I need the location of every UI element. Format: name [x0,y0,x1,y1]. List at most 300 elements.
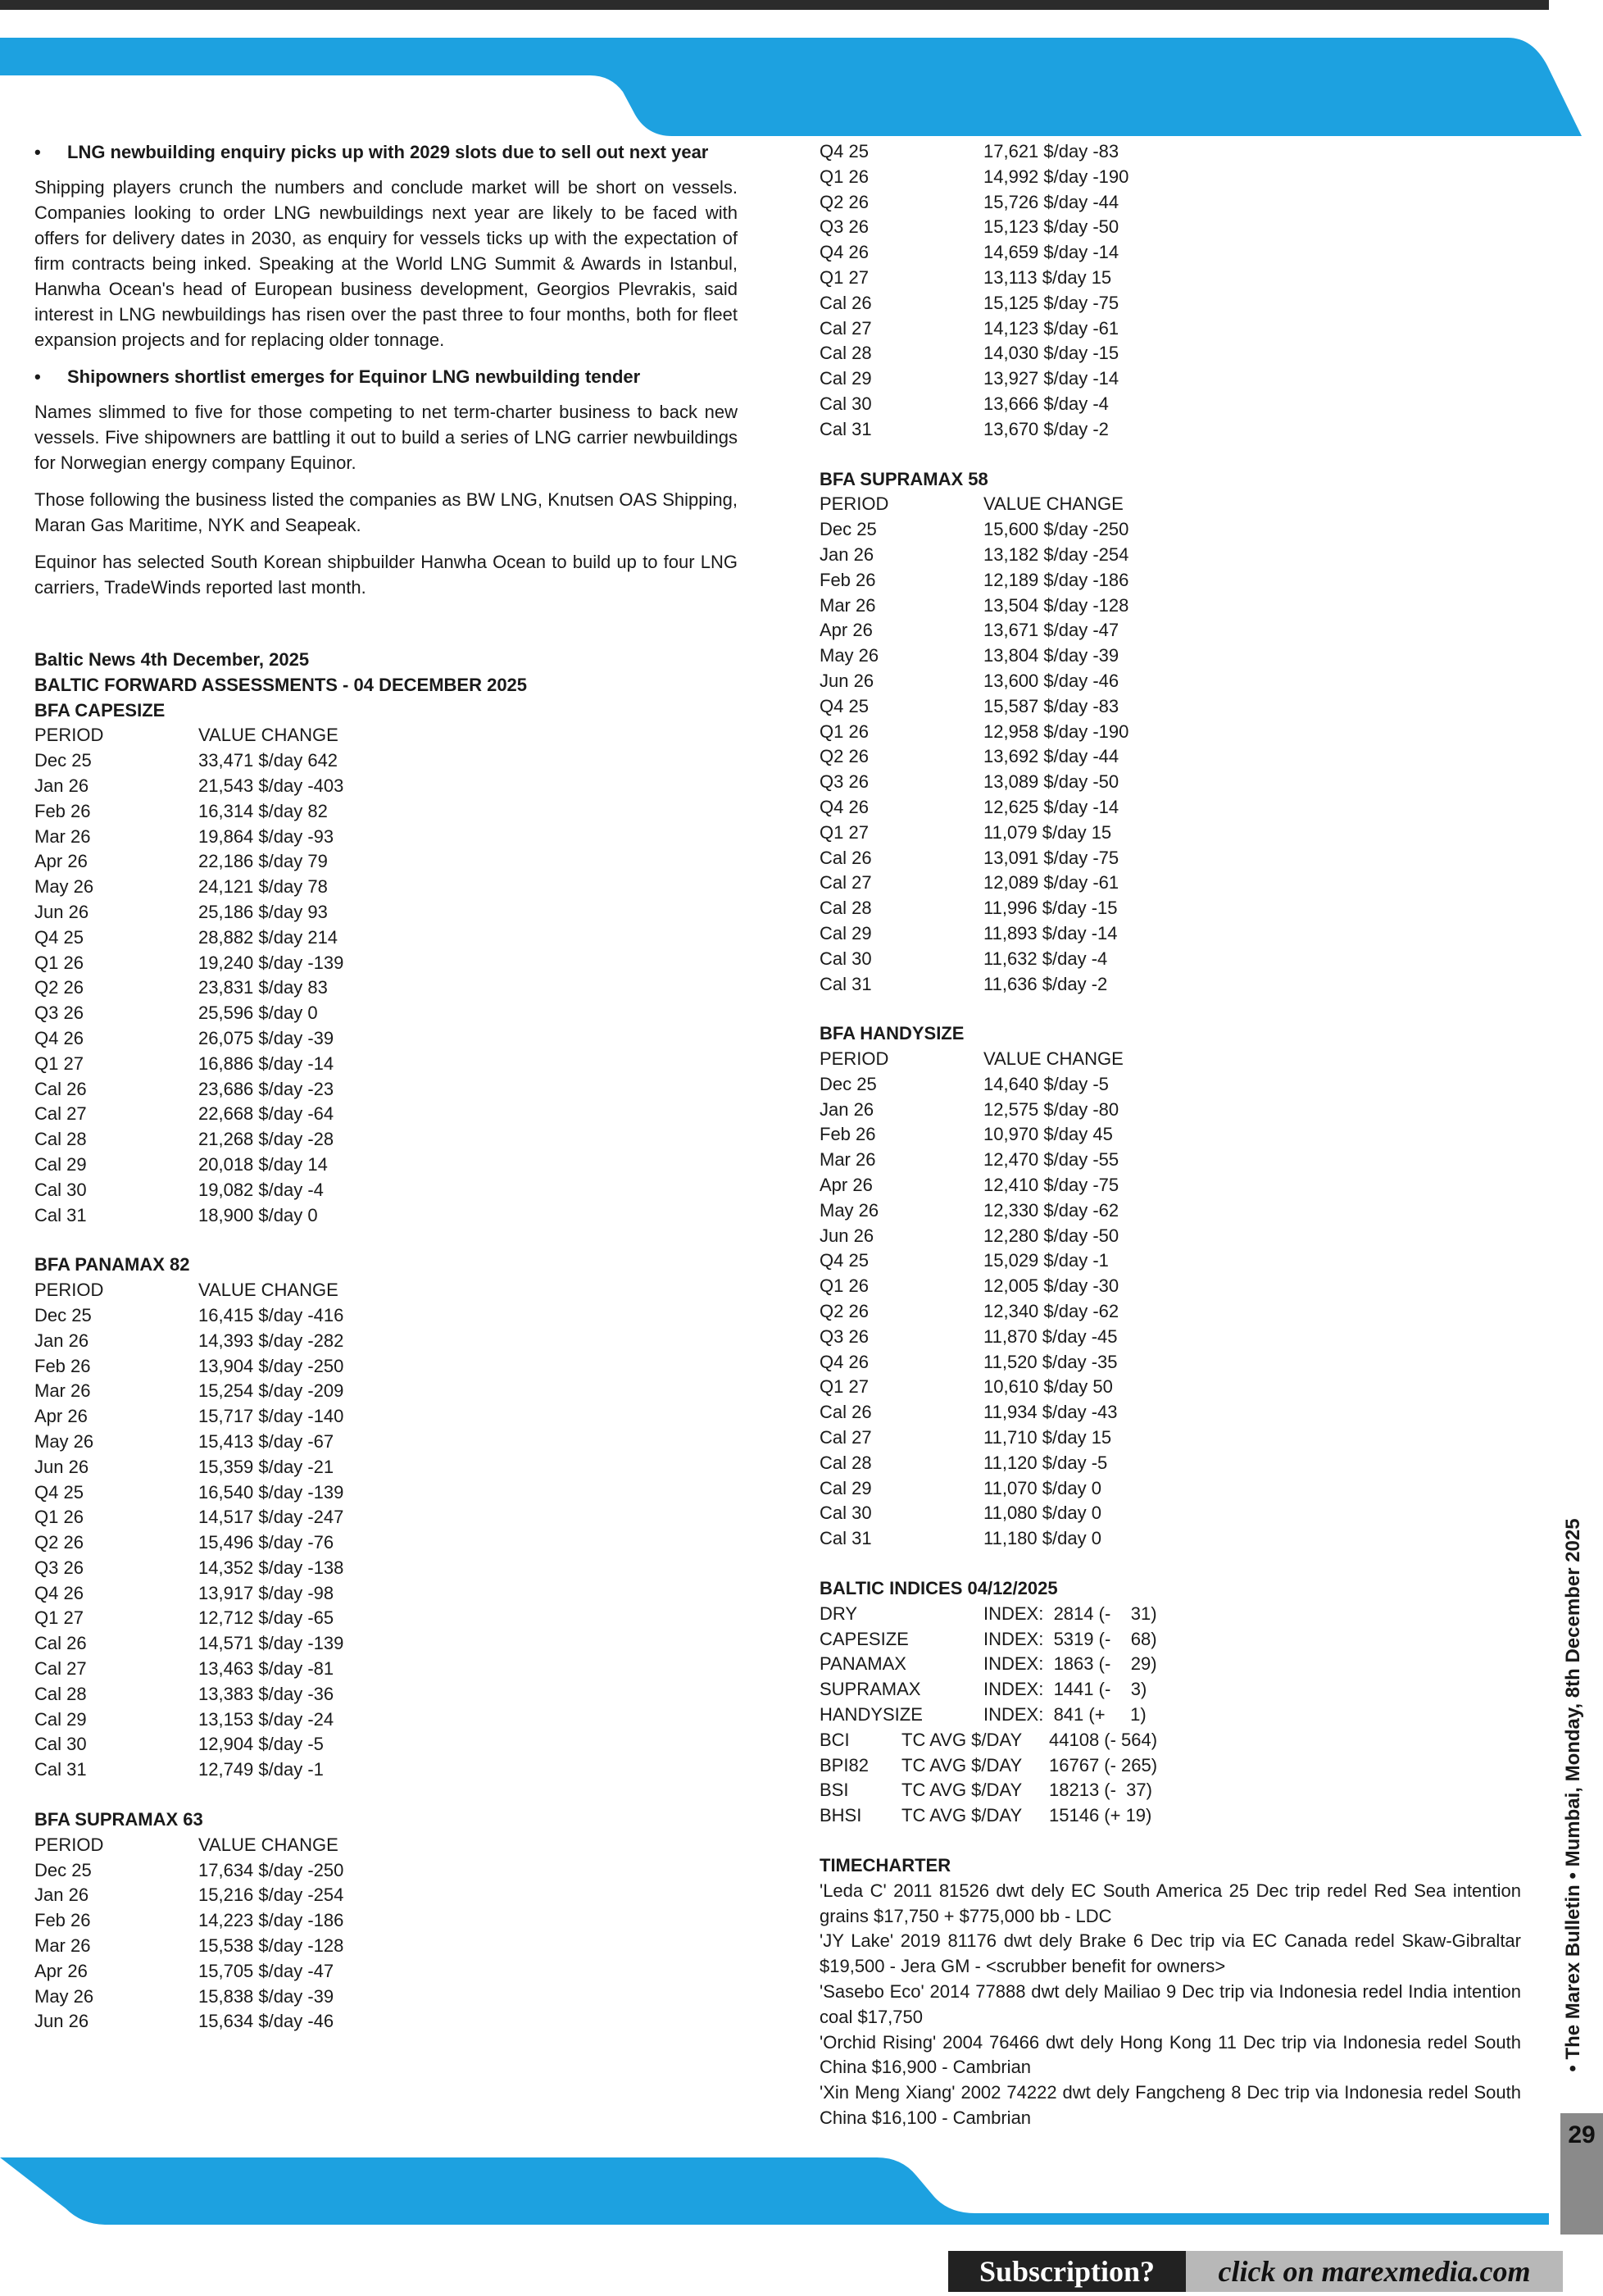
period-cell: Cal 30 [34,1179,87,1200]
table-row [34,1404,738,1430]
value-cell: 12,958 $/day -190 [983,721,1129,742]
value-cell: 12,749 $/day -1 [198,1759,324,1780]
period-cell: Cal 29 [820,922,872,943]
table-row [820,972,1521,998]
index-value: INDEX: 5319 (- 68) [983,1628,1157,1649]
value-cell: 16,886 $/day -14 [198,1053,334,1074]
period-cell: Cal 29 [34,1708,87,1730]
value-cell: 12,410 $/day -75 [983,1175,1119,1196]
value-cell: 21,543 $/day -403 [198,775,344,796]
table-row [34,1606,738,1631]
value-cell: 26,075 $/day -39 [198,1027,334,1048]
period-cell: Q4 25 [34,1481,84,1503]
value-cell: 15,600 $/day -250 [983,519,1129,540]
bfa-heading: BALTIC FORWARD ASSESSMENTS - 04 DECEMBER 2025 [34,674,528,695]
period-cell: Q1 27 [820,821,869,843]
value-cell: 13,904 $/day -250 [198,1355,344,1376]
table-row [820,1501,1521,1526]
table-row [820,1375,1521,1400]
value-cell: 15,496 $/day -76 [198,1532,334,1553]
period-header: PERIOD [34,1280,104,1301]
period-cell: Q2 26 [34,1532,84,1553]
period-cell: Q1 26 [34,1507,84,1528]
value-cell: 18,900 $/day 0 [198,1204,318,1225]
period-cell: Cal 26 [820,847,872,868]
table-row [34,1908,738,1934]
table-row [820,543,1521,568]
timecharter-entry: 'JY Lake' 2019 81176 dwt dely Brake 6 Dec trip via EC Canada redel Skaw-Gibraltar $19,500 - Jera GM - <scrubber benefit for owners> [820,1930,1521,1977]
value-cell: 16,415 $/day -416 [198,1304,344,1325]
table-row [820,896,1521,921]
table-header [820,1047,1521,1072]
bfa-supramax58-table [820,467,1521,998]
index-name: DRY [820,1603,858,1624]
period-cell: Cal 26 [34,1633,87,1654]
period-cell: Q2 26 [820,1301,869,1322]
table-row [34,1001,738,1026]
value-cell: 12,330 $/day -62 [983,1199,1119,1221]
value-cell: 13,692 $/day -44 [983,746,1119,767]
period-cell: Cal 28 [34,1129,87,1150]
value-cell: 13,504 $/day -128 [983,594,1129,616]
table-title: BFA PANAMAX 82 [34,1254,190,1275]
index-value: INDEX: 1441 (- 3) [983,1679,1147,1700]
headline-lng-enquiry: • LNG newbuilding enquiry picks up with 2029 slots due to sell out next year [34,142,709,162]
value-cell: 15,216 $/day -254 [198,1885,344,1906]
value-change-header: VALUE CHANGE [198,1834,338,1855]
table-row [34,849,738,875]
period-cell: Q1 27 [34,1607,84,1629]
table-row [34,1657,738,1682]
table-row [34,900,738,925]
table-row [820,1274,1521,1299]
table-row [34,1858,738,1884]
period-cell: Jun 26 [34,2011,89,2032]
period-cell: Jun 26 [820,670,874,691]
bfa-handysize-table [820,1021,1521,1552]
article-paragraph: Those following the business listed the companies as BW LNG, Knutsen OAS Shipping, Maran Gas Maritime, NYK and Seapeak. [34,489,738,535]
table-header [34,1833,738,1858]
period-cell: Jan 26 [34,1330,89,1351]
period-cell: Q2 26 [820,746,869,767]
period-cell: Q1 26 [820,721,869,742]
tc-avg-value: 18213 (- 37) [1049,1780,1152,1801]
period-cell: May 26 [820,645,879,666]
period-cell: Q1 26 [34,952,84,973]
table-row [820,1400,1521,1425]
timecharter-entry: 'Leda C' 2011 81526 dwt dely EC South America 25 Dec trip redel Red Sea intention grains $17,750 + $775,000 bb - LDC [820,1880,1521,1926]
table-row [34,1985,738,2010]
period-cell: Q4 26 [34,1582,84,1603]
value-cell: 16,540 $/day -139 [198,1481,344,1503]
table-row [34,1505,738,1530]
table-row [820,593,1521,619]
index-row [820,1602,1521,1627]
tc-average-row [820,1728,1521,1753]
value-cell: 11,870 $/day -45 [983,1325,1118,1347]
period-cell: Apr 26 [820,620,873,641]
value-cell: 15,538 $/day -128 [198,1935,344,1957]
value-cell: 15,029 $/day -1 [983,1250,1109,1271]
value-cell: 21,268 $/day -28 [198,1129,334,1150]
value-cell: 20,018 $/day 14 [198,1153,328,1175]
tc-avg-label: TC AVG $/DAY [901,1729,1023,1750]
table-title: BFA CAPESIZE [34,699,166,721]
period-cell: Q4 26 [820,242,869,263]
value-cell: 25,186 $/day 93 [198,901,328,922]
period-cell: Feb 26 [34,800,91,821]
table-row [820,846,1521,871]
value-cell: 12,005 $/day -30 [983,1275,1119,1297]
table-row [34,799,738,825]
table-row [820,744,1521,770]
table-row [820,669,1521,694]
table-row [820,1451,1521,1476]
period-cell: Cal 28 [820,343,872,364]
value-cell: 13,670 $/day -2 [983,418,1109,439]
table-row [34,2009,738,2035]
table-row [34,1732,738,1757]
value-cell: 13,600 $/day -46 [983,670,1119,691]
value-cell: 11,180 $/day 0 [983,1528,1101,1549]
period-cell: Feb 26 [820,1124,876,1145]
period-cell: Q1 26 [820,1275,869,1297]
table-row [34,1682,738,1707]
value-cell: 25,596 $/day 0 [198,1003,318,1024]
table-row [34,1631,738,1657]
period-cell: Jun 26 [34,1456,89,1477]
value-cell: 11,120 $/day -5 [983,1452,1108,1473]
bfa-supramax63-table-continued [820,139,1521,443]
period-cell: Cal 29 [34,1153,87,1175]
period-cell: Q1 26 [820,166,869,187]
period-cell: Apr 26 [34,1960,88,1981]
period-cell: Q1 27 [820,266,869,288]
value-cell: 11,934 $/day -43 [983,1402,1118,1423]
value-cell: 17,634 $/day -250 [198,1859,344,1880]
period-cell: Q4 25 [820,1250,869,1271]
index-value: INDEX: 841 (+ 1) [983,1704,1147,1725]
table-row [820,720,1521,745]
value-cell: 14,123 $/day -61 [983,317,1119,339]
table-row [820,1299,1521,1325]
period-cell: Apr 26 [34,1406,88,1427]
value-cell: 15,413 $/day -67 [198,1430,334,1452]
period-cell: Cal 31 [820,1528,872,1549]
period-cell: Dec 25 [34,1859,92,1880]
period-cell: Cal 29 [820,1477,872,1498]
period-cell: Dec 25 [820,1073,877,1094]
table-title: BFA SUPRAMAX 63 [34,1809,203,1830]
period-header: PERIOD [34,1834,104,1855]
value-change-header: VALUE CHANGE [198,1280,338,1301]
value-cell: 13,153 $/day -24 [198,1708,334,1730]
period-cell: Apr 26 [820,1175,873,1196]
index-row [820,1652,1521,1677]
table-row [820,392,1521,417]
period-cell: Dec 25 [34,1304,92,1325]
value-cell: 14,640 $/day -5 [983,1073,1109,1094]
table-row [820,190,1521,216]
period-cell: Cal 27 [820,1427,872,1448]
table-row [820,1173,1521,1198]
table-row [34,1934,738,1959]
timecharter-entry: 'Xin Meng Xiang' 2002 74222 dwt dely Fangcheng 8 Dec trip via Indonesia redel South China $16,100 - Cambrian [820,2082,1521,2128]
index-row [820,1627,1521,1653]
period-cell: Feb 26 [34,1910,91,1931]
table-row [34,1883,738,1908]
subscription-label: Subscription? [948,2251,1186,2292]
period-cell: Cal 31 [820,973,872,994]
table-row [34,1757,738,1783]
table-row [820,618,1521,643]
table-row [820,1476,1521,1502]
period-cell: May 26 [34,1985,94,2007]
table-row [34,1026,738,1052]
value-cell: 14,992 $/day -190 [983,166,1129,187]
value-cell: 15,705 $/day -47 [198,1960,334,1981]
value-cell: 15,254 $/day -209 [198,1380,344,1402]
table-row [820,139,1521,165]
article-paragraph: Names slimmed to five for those competing to net term-charter business to back new vessels. Five shipowners are battling it out to build a series of LNG carrier newbuildings for Norwegian energy company Equinor. [34,402,738,473]
value-cell: 14,223 $/day -186 [198,1910,344,1931]
period-cell: Q3 26 [34,1557,84,1578]
index-row [820,1677,1521,1703]
timecharter-list [820,1879,1521,2131]
headline-equinor-tender: • Shipowners shortlist emerges for Equinor LNG newbuilding tender [34,366,641,387]
value-cell: 33,471 $/day 642 [198,750,338,771]
tc-index-name: BSI [820,1780,849,1801]
period-cell: Cal 30 [34,1734,87,1755]
value-cell: 11,632 $/day -4 [983,948,1108,969]
value-cell: 14,517 $/day -247 [198,1507,344,1528]
value-cell: 12,625 $/day -14 [983,796,1119,817]
value-cell: 14,030 $/day -15 [983,343,1119,364]
period-cell: Jan 26 [820,543,874,565]
value-cell: 16,314 $/day 82 [198,800,328,821]
marexmedia-link[interactable]: click on marexmedia.com [1186,2251,1563,2292]
period-cell: Q3 26 [820,1325,869,1347]
tc-avg-label: TC AVG $/DAY [901,1754,1023,1775]
table-row [34,1077,738,1103]
value-cell: 11,079 $/day 15 [983,821,1112,843]
period-cell: Cal 27 [820,317,872,339]
table-row [820,643,1521,669]
period-header: PERIOD [34,725,104,746]
index-name: SUPRAMAX [820,1679,921,1700]
value-cell: 12,089 $/day -61 [983,872,1119,893]
table-row [820,1350,1521,1375]
value-change-header: VALUE CHANGE [983,1048,1124,1070]
table-row [34,1707,738,1733]
period-cell: Q1 27 [820,1376,869,1398]
timecharter-entry: 'Sasebo Eco' 2014 77888 dwt dely Mailiao 9 Dec trip via Indonesia redel India intention coal $17,750 [820,1980,1521,2027]
tc-index-name: BHSI [820,1805,862,1826]
table-row [34,1455,738,1480]
table-row [820,1526,1521,1552]
right-column [820,139,1521,2131]
value-cell: 12,470 $/day -55 [983,1149,1119,1171]
value-cell: 12,904 $/day -5 [198,1734,324,1755]
period-cell: Dec 25 [34,750,92,771]
period-cell: Cal 28 [34,1683,87,1704]
table-row [820,1198,1521,1224]
table-row [820,316,1521,342]
period-cell: Q3 26 [820,216,869,238]
value-cell: 15,634 $/day -46 [198,2011,334,2032]
table-row [34,1354,738,1380]
period-cell: Q4 26 [820,796,869,817]
table-row [820,266,1521,291]
table-row [34,1178,738,1203]
table-row [820,921,1521,947]
period-cell: Q4 25 [34,926,84,948]
table-row [34,825,738,850]
table-row [820,694,1521,720]
baltic-indices-table [820,1576,1521,1829]
value-cell: 28,882 $/day 214 [198,926,338,948]
table-row [820,240,1521,266]
period-cell: Cal 26 [820,292,872,313]
table-row [34,1303,738,1329]
table-title: BFA SUPRAMAX 58 [820,468,988,489]
period-cell: Cal 28 [820,1452,872,1473]
bfa-supramax63-table [34,1807,738,2035]
period-cell: Q3 26 [820,771,869,793]
period-cell: Cal 30 [820,1503,872,1524]
bfa-panamax-table [34,1253,738,1783]
value-cell: 14,659 $/day -14 [983,242,1119,263]
period-cell: Jan 26 [820,1098,874,1120]
period-cell: Cal 30 [820,948,872,969]
left-column [34,139,738,2035]
tc-average-row [820,1753,1521,1779]
tc-index-name: BPI82 [820,1754,869,1775]
article-paragraph: Equinor has selected South Korean shipbuilder Hanwha Ocean to build up to four LNG carriers, TradeWinds reported last month. [34,552,738,598]
period-cell: Cal 30 [820,393,872,414]
period-cell: Mar 26 [820,1149,876,1171]
tc-index-name: BCI [820,1729,850,1750]
value-cell: 14,352 $/day -138 [198,1557,344,1578]
period-cell: Apr 26 [34,851,88,872]
table-row [820,1325,1521,1350]
table-row [34,748,738,774]
period-cell: Cal 31 [34,1759,87,1780]
table-row [820,215,1521,240]
period-cell: Q1 27 [34,1053,84,1074]
value-cell: 13,463 $/day -81 [198,1658,334,1680]
period-cell: Q4 25 [820,695,869,716]
value-cell: 13,089 $/day -50 [983,771,1119,793]
table-row [34,1102,738,1127]
tc-avg-value: 15146 (+ 19) [1049,1805,1152,1826]
period-cell: Mar 26 [820,594,876,616]
value-cell: 15,123 $/day -50 [983,216,1119,238]
value-cell: 15,125 $/day -75 [983,292,1119,313]
table-row [34,975,738,1001]
table-row [34,1581,738,1607]
table-row [820,1072,1521,1098]
value-cell: 13,666 $/day -4 [983,393,1109,414]
table-row [820,366,1521,392]
period-cell: Cal 27 [34,1658,87,1680]
period-header: PERIOD [820,1048,889,1070]
value-cell: 22,186 $/day 79 [198,851,328,872]
table-row [34,1203,738,1229]
table-row [820,770,1521,795]
index-value: INDEX: 1863 (- 29) [983,1653,1157,1675]
period-cell: Cal 28 [820,898,872,919]
baltic-news-heading: Baltic News 4th December, 2025 [34,649,310,670]
period-cell: Q2 26 [820,191,869,212]
period-cell: Q2 26 [34,977,84,998]
value-cell: 10,970 $/day 45 [983,1124,1113,1145]
value-cell: 23,831 $/day 83 [198,977,328,998]
value-cell: 12,340 $/day -62 [983,1301,1119,1322]
indices-title: BALTIC INDICES 04/12/2025 [820,1578,1058,1599]
timecharter-heading: TIMECHARTER [820,1855,951,1875]
index-name: HANDYSIZE [820,1704,923,1725]
value-cell: 11,080 $/day 0 [983,1503,1101,1524]
table-row [820,291,1521,316]
value-cell: 22,668 $/day -64 [198,1103,334,1125]
table-row [820,1148,1521,1173]
table-row [820,1248,1521,1274]
table-row [34,1379,738,1404]
table-row [34,1127,738,1153]
period-cell: Cal 31 [34,1204,87,1225]
value-cell: 11,070 $/day 0 [983,1477,1101,1498]
page-number: 29 [1568,2121,1596,2148]
period-cell: Cal 29 [820,368,872,389]
table-row [820,871,1521,896]
period-cell: Jan 26 [34,775,89,796]
period-cell: Feb 26 [820,569,876,590]
value-cell: 13,917 $/day -98 [198,1582,334,1603]
table-row [820,1122,1521,1148]
table-row [34,875,738,900]
value-cell: 13,927 $/day -14 [983,368,1119,389]
tc-avg-value: 44108 (- 564) [1049,1729,1158,1750]
top-dark-bar [0,0,1549,10]
value-cell: 23,686 $/day -23 [198,1078,334,1099]
value-cell: 12,189 $/day -186 [983,569,1129,590]
tc-avg-label: TC AVG $/DAY [901,1780,1023,1801]
period-cell: May 26 [820,1199,879,1221]
value-cell: 10,610 $/day 50 [983,1376,1113,1398]
table-row [34,774,738,799]
table-row [34,1530,738,1556]
article-paragraph: Shipping players crunch the numbers and conclude market will be short on vessels. Companies looking to order LNG newbuildings next year are likely to be faced with offers for delivery dates in 2030, as enquiry for vessels ticks up with the expectation of firm contracts being inked. Speaking at the World LNG Summit & Awards in Istanbul, Hanwha Ocean's head of European business development, Georgios Plevrakis, said interest in LNG newbuildings has risen over the past three to four months, both for fleet expansion projects and for replacing older tonnage. [34,177,738,350]
table-row [820,795,1521,821]
period-cell: Q4 25 [820,141,869,161]
period-header: PERIOD [820,493,889,515]
tc-avg-label: TC AVG $/DAY [901,1805,1023,1826]
value-cell: 12,280 $/day -50 [983,1225,1119,1246]
period-cell: Q4 26 [820,1351,869,1372]
period-cell: Jan 26 [34,1885,89,1906]
table-row [820,341,1521,366]
table-row [820,821,1521,846]
period-cell: Cal 27 [820,872,872,893]
period-cell: May 26 [34,1430,94,1452]
value-cell: 13,113 $/day 15 [983,266,1112,288]
value-cell: 11,710 $/day 15 [983,1427,1112,1448]
value-cell: 19,240 $/day -139 [198,952,344,973]
value-cell: 11,520 $/day -35 [983,1351,1118,1372]
tc-average-row [820,1803,1521,1829]
tc-average-row [820,1778,1521,1803]
